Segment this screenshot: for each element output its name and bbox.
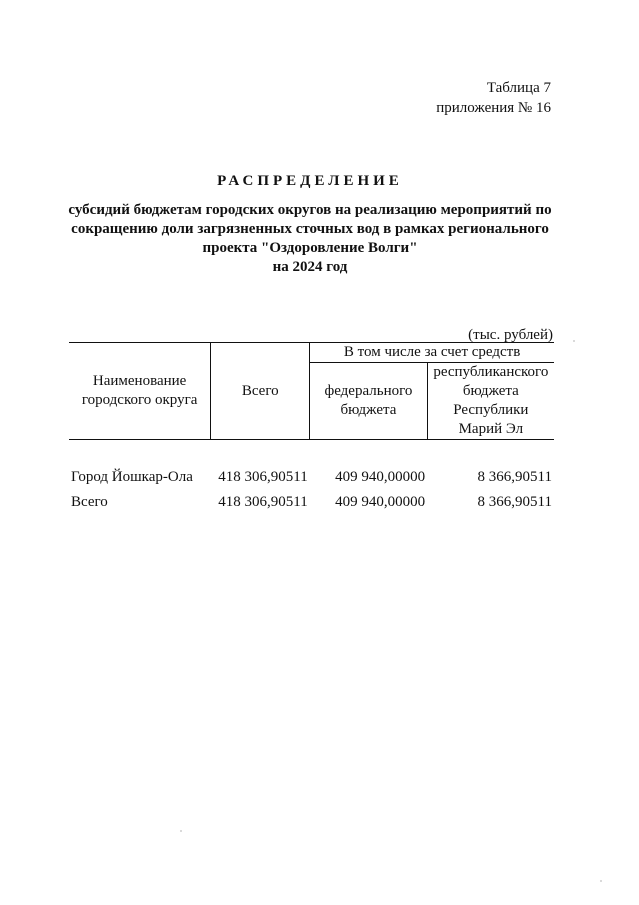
- table-row: [69, 465, 554, 490]
- cell-name: Всего: [71, 494, 108, 510]
- header-name: Наименование городского округа: [69, 343, 211, 440]
- cell-name: Город Йошкар-Ола: [71, 469, 193, 485]
- subtitle-line: проекта "Оздоровление Волги": [202, 240, 418, 256]
- header-republican: республиканского бюджета Республики Марий Эл: [427, 363, 554, 440]
- document-title: РАСПРЕДЕЛЕНИЕ: [217, 173, 403, 189]
- units-note: (тыс. рублей): [468, 327, 553, 343]
- header-group: В том числе за счет средств: [310, 343, 554, 363]
- cell-total: 418 306,90511: [218, 494, 308, 510]
- scan-speck: [600, 880, 602, 882]
- header-row: [69, 343, 554, 363]
- subtitle-line: сокращению доли загрязненных сточных вод в рамках регионального: [71, 221, 549, 237]
- cell-federal: 409 940,00000: [335, 494, 426, 510]
- scan-speck: [573, 340, 575, 342]
- cell-federal: 409 940,00000: [335, 469, 426, 485]
- spacer-row: [69, 440, 554, 466]
- distribution-table: [69, 342, 554, 515]
- cell-total: 418 306,90511: [218, 469, 308, 485]
- subtitle-line: субсидий бюджетам городских округов на реализацию мероприятий по: [68, 202, 552, 218]
- reference-table-number: Таблица 7: [486, 80, 551, 96]
- document-subtitle: [60, 201, 560, 277]
- header-federal: федерального бюджета: [310, 363, 427, 440]
- table-reference: [436, 78, 551, 118]
- scan-speck: [180, 830, 182, 832]
- reference-appendix-number: приложения № 16: [436, 100, 551, 116]
- cell-republican: 8 366,90511: [477, 494, 552, 510]
- table-row-total: [69, 490, 554, 515]
- header-total: Всего: [211, 343, 310, 440]
- subtitle-year-line: на 2024 год: [272, 259, 348, 275]
- cell-republican: 8 366,90511: [477, 469, 552, 485]
